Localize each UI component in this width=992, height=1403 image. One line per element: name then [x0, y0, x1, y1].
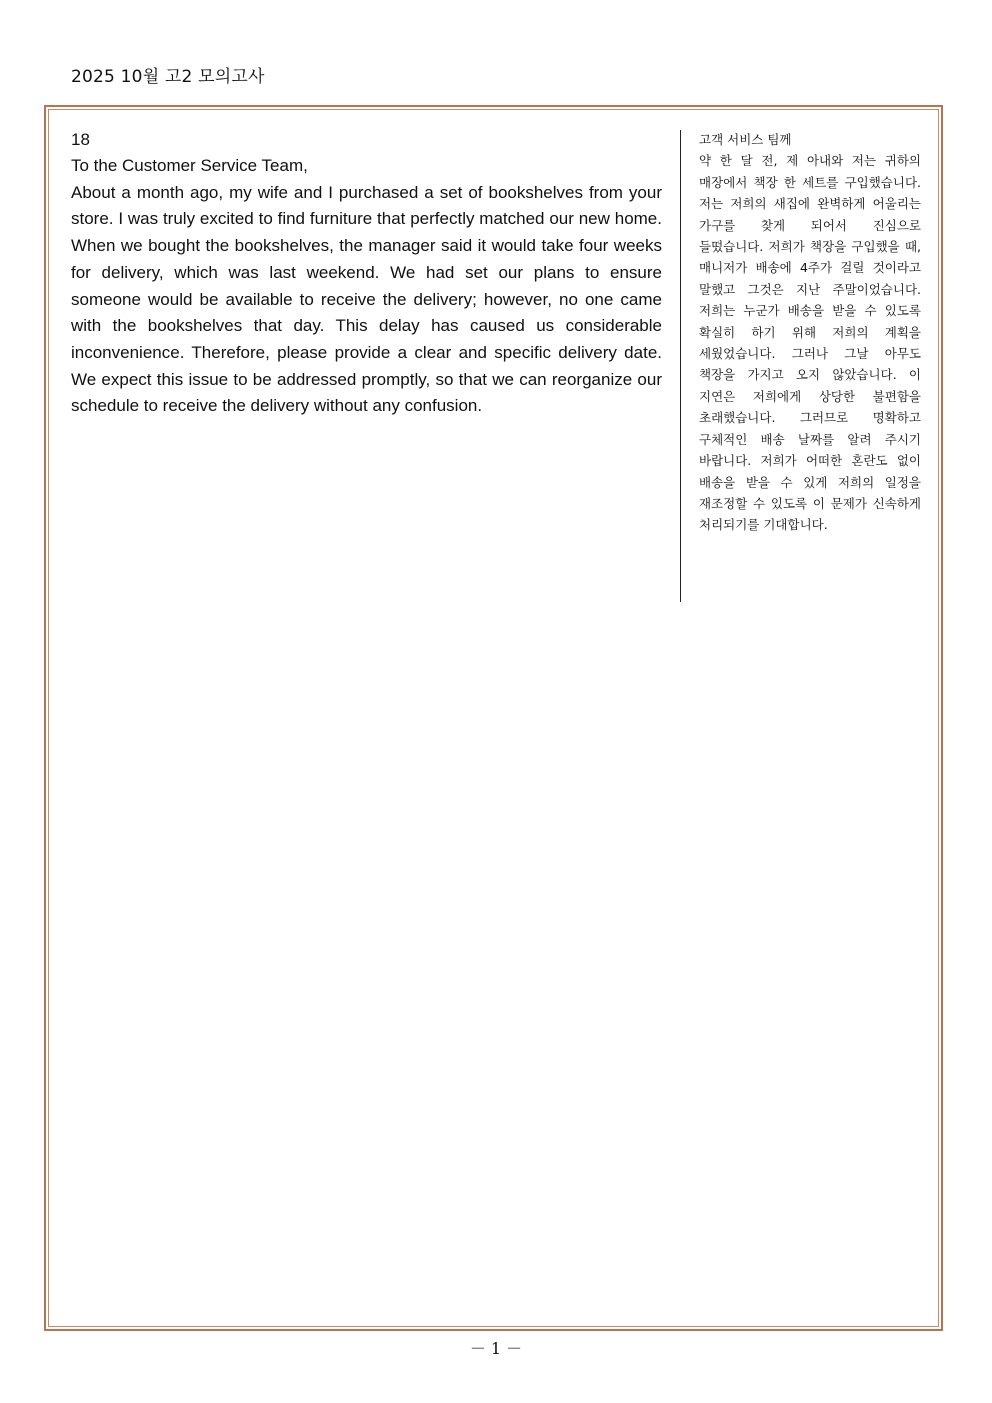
translation-body: 약 한 달 전, 제 아내와 저는 귀하의 매장에서 책장 한 세트를 구입했습니다. 저는 저희의 새집에 완벽하게 어울리는 가구를 찾게 되어서 진심으로 들떴습니다. 저희가 책장을 구입했을 때, 매니저가 배송에 4주가 걸릴 것이라고 말했고 그것은 지난 주말이었습니다. 저희는 누군가 배송을 받을 수 있도록 확실히 하기 위해 저희의 계획을 세웠었습니다. 그러나 그날 아무도 책장을 가지고 오지 않았습니다. 이 지연은 저희에게 상당한 불편함을 초래했습니다. 그러므로 명확하고 구체적인 배송 날짜를 알려 주시기 바랍니다. 저희가 어떠한 혼란도 없이 배송을 받을 수 있게 저희의 일정을 재조정할 수 있도록 이 문제가 신속하게 처리되기를 기대합니다.: [699, 153, 921, 533]
question-number: 18: [71, 130, 90, 149]
translation-title: 고객 서비스 팀께: [699, 132, 792, 147]
passage-column: [71, 127, 662, 420]
letter-salutation: To the Customer Service Team,: [71, 156, 308, 175]
translation-column: [699, 129, 921, 536]
passage-body: About a month ago, my wife and I purchased a set of bookshelves from your store. I was truly excited to find furniture that perfectly matched our new home. When we bought the bookshelves, the manager said it would take four weeks for delivery, which was last weekend. We had set our plans to ensure someone would be available to receive the delivery; however, no one came with the bookshelves that day. This delay has caused us considerable inconvenience. Therefore, please provide a clear and specific delivery date. We expect this issue to be addressed promptly, so that we can reorganize our schedule to receive the delivery without any confusion.: [71, 182, 662, 416]
column-divider: [680, 130, 681, 602]
exam-title: 2025 10월 고2 모의고사: [71, 67, 265, 87]
page-number: － 1 －: [469, 1339, 523, 1358]
